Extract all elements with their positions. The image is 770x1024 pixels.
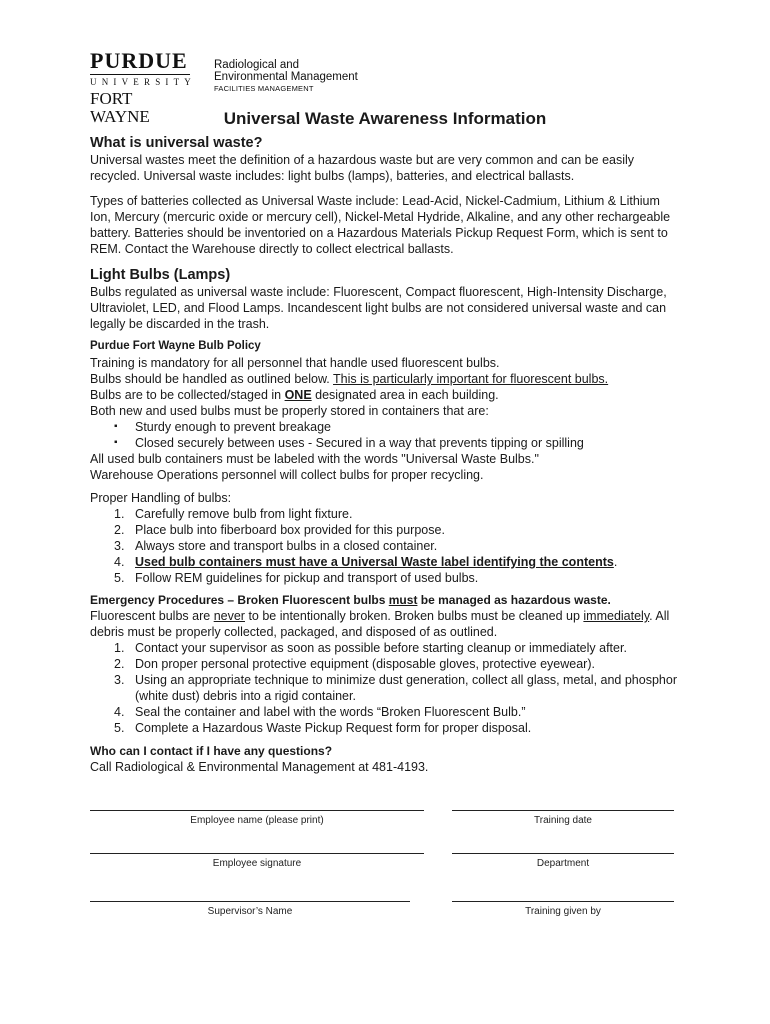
contact-text: Call Radiological & Environmental Management at 481-4193. <box>90 760 429 774</box>
signature-line <box>452 810 674 811</box>
universal-waste-definition: Universal wastes meet the definition of a hazardous waste but are very common and can be easily recycled. Universal waste includes: light bulbs (lamps), batteries, and electrical ballasts. <box>90 153 635 183</box>
policy-line-staging-one: ONE <box>284 388 312 402</box>
handling-intro: Proper Handling of bulbs: <box>90 491 232 505</box>
list-item <box>108 506 688 522</box>
step-text: Using an appropriate technique to minimize dust generation, collect all glass, metal, and phosphor (white dust) debris into a rigid container. <box>135 673 677 703</box>
department-field[interactable] <box>452 853 674 870</box>
bulbs-regulated-paragraph: Bulbs regulated as universal waste include: Fluorescent, Compact fluorescent, High-Intensity Discharge, Ultraviolet, LED, and Flood Lamps. Incandescent light bulbs are not considered universal waste and can legally be discarded in the trash. <box>90 285 667 331</box>
document-title: Universal Waste Awareness Information <box>223 109 547 128</box>
policy-line-staging-c: designated area in each building. <box>311 388 499 402</box>
step-suffix: . <box>613 555 618 569</box>
list-item <box>108 522 688 538</box>
step-text: Complete a Hazardous Waste Pickup Request form for proper disposal. <box>135 721 532 735</box>
policy-line-staging-a: Bulbs are to be collected/staged in <box>90 388 285 402</box>
policy-line-training: Training is mandatory for all personnel that handle used fluorescent bulbs. <box>90 356 500 370</box>
emergency-intro-never: never <box>213 609 245 623</box>
logo-campus: FORT WAYNE <box>90 89 150 126</box>
signature-line <box>90 901 410 902</box>
employee-name-field[interactable] <box>90 810 424 827</box>
department-header <box>214 59 374 93</box>
signature-line <box>452 853 674 854</box>
supervisor-name-caption: Supervisor’s Name <box>207 906 293 917</box>
emergency-heading-c: be managed as hazardous waste. <box>417 593 611 607</box>
step-number: 3. <box>114 539 125 553</box>
step-number: 5. <box>114 571 125 585</box>
logo-purdue: PURDUE <box>90 48 188 73</box>
step-text: Seal the container and label with the words “Broken Fluorescent Bulb.” <box>135 705 526 719</box>
emergency-intro-a: Fluorescent bulbs are <box>90 609 214 623</box>
step-number: 3. <box>114 673 125 687</box>
step-text: Carefully remove bulb from light fixture. <box>135 507 353 521</box>
section-heading-light-bulbs: Light Bulbs (Lamps) <box>90 267 231 283</box>
step-text: Don proper personal protective equipment (disposable gloves, protective eyewear). <box>135 657 595 671</box>
policy-line-handling-text: Bulbs should be handled as outlined below. <box>90 372 334 386</box>
policy-line-collection: Warehouse Operations personnel will collect bulbs for proper recycling. <box>90 468 484 482</box>
policy-heading: Purdue Fort Wayne Bulb Policy <box>90 340 261 352</box>
training-date-caption: Training date <box>534 815 592 826</box>
list-item: ▪ Closed securely between uses - Secured in a way that prevents tipping or spilling <box>108 435 668 451</box>
training-date-field[interactable] <box>452 810 674 827</box>
section-heading-universal-waste: What is universal waste? <box>90 135 263 151</box>
emergency-heading-must: must <box>388 593 418 607</box>
step-number: 1. <box>114 641 125 655</box>
step-text: Always store and transport bulbs in a closed container. <box>135 539 438 553</box>
training-given-by-field[interactable] <box>452 901 674 918</box>
emergency-intro-e: . All debris must be properly collected, packaged, and disposed of as outlined. <box>90 609 670 639</box>
signature-line <box>90 853 424 854</box>
emergency-intro-c: to be intentionally broken. Broken bulbs must be cleaned up <box>244 609 584 623</box>
list-item <box>108 656 688 672</box>
department-name: Radiological and Environmental Management <box>214 59 358 83</box>
policy-line-handling <box>90 371 680 387</box>
step-number: 4. <box>114 705 125 719</box>
list-item <box>108 554 688 570</box>
step-number: 5. <box>114 721 125 735</box>
policy-line-labeling: All used bulb containers must be labeled with the words "Universal Waste Bulbs." <box>90 452 539 466</box>
step-number: 1. <box>114 507 125 521</box>
logo-university: UNIVERSITY <box>90 74 190 88</box>
list-item <box>108 538 688 554</box>
ballasts-text: Warehouse directly to collect electrical ballasts. <box>192 242 454 256</box>
step-text: Place bulb into fiberboard box provided for this purpose. <box>135 523 445 537</box>
signature-line <box>90 810 424 811</box>
list-item <box>108 720 688 736</box>
training-given-by-caption: Training given by <box>525 906 601 917</box>
list-item <box>108 570 688 586</box>
batteries-text: Types of batteries collected as Universal Waste include: Lead-Acid, Nickel-Cadmium, Lithium & Lithium Ion, Mercury (mercuric oxide or mercury cell), Nickel-Metal Hydride, Alkaline, and any other rechargeable battery. Batteries should be inventoried on a Hazardous Materials Pickup Request Form, which is sent to REM. Contact the <box>90 194 671 256</box>
step-text: Used bulb containers must have a Universal Waste label identifying the contents <box>135 555 614 569</box>
emergency-steps-list <box>108 640 688 736</box>
handling-steps-list <box>108 506 688 586</box>
list-item <box>108 704 688 720</box>
container-requirements-list <box>108 419 668 451</box>
subdepartment-name: FACILITIES MANAGEMENT <box>214 84 314 93</box>
step-number: 2. <box>114 523 125 537</box>
step-text: Contact your supervisor as soon as possible before starting cleanup or immediately after. <box>135 641 627 655</box>
employee-name-caption: Employee name (please print) <box>190 815 324 826</box>
step-number: 2. <box>114 657 125 671</box>
emergency-heading-a: Emergency Procedures – Broken Fluorescent bulbs <box>90 593 389 607</box>
list-item <box>108 672 688 704</box>
batteries-paragraph <box>90 193 680 257</box>
step-number: 4. <box>114 555 125 569</box>
step-text: Follow REM guidelines for pickup and transport of used bulbs. <box>135 571 479 585</box>
policy-line-staging <box>90 387 680 403</box>
list-item <box>108 640 688 656</box>
emergency-intro <box>90 608 680 640</box>
contact-heading: Who can I contact if I have any questions? <box>90 744 333 758</box>
supervisor-name-field[interactable] <box>90 901 410 918</box>
signature-line <box>452 901 674 902</box>
emergency-intro-immediately: immediately <box>583 609 650 623</box>
list-item: ▪ Sturdy enough to prevent breakage <box>108 419 668 435</box>
employee-signature-field[interactable] <box>90 853 424 870</box>
emergency-heading <box>90 592 611 608</box>
department-caption: Department <box>536 858 590 869</box>
employee-signature-caption: Employee signature <box>212 858 302 869</box>
policy-line-handling-emphasis: This is particularly important for fluorescent bulbs. <box>333 372 609 386</box>
policy-line-containers: Both new and used bulbs must be properly stored in containers that are: <box>90 404 489 418</box>
